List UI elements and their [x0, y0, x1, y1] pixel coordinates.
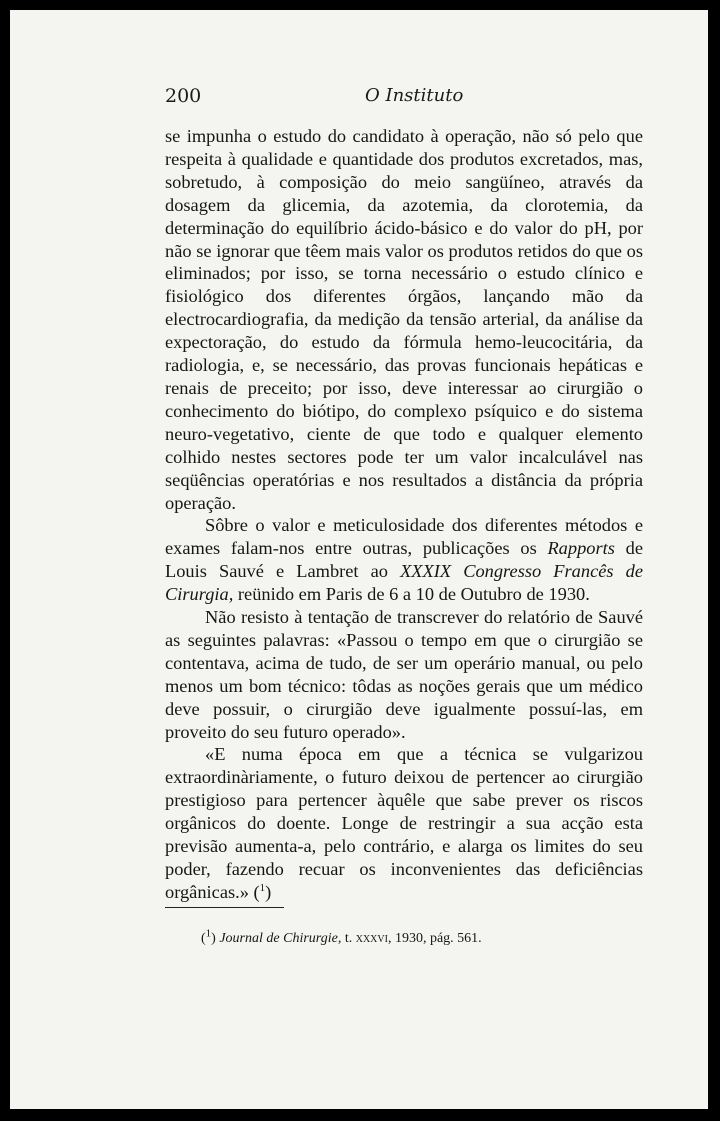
paragraph-2-text-a: Sôbre o valor e meticulosidade dos diferentes métodos e exames falam-nos entre outras, publicações os	[165, 515, 643, 559]
page-header	[165, 85, 655, 111]
paragraph-2	[165, 514, 643, 606]
paragraph-4	[165, 743, 643, 903]
page-number: 200	[165, 85, 202, 107]
footnote-rest: , 1930, pág. 561.	[387, 931, 482, 946]
paragraph-2-text-c: reünido em Paris de 6 a 10 de Outubro de 1930.	[233, 584, 590, 605]
body-text	[165, 125, 643, 904]
running-title: O Instituto	[365, 85, 464, 106]
paragraph-4-text: «E numa época em que a técnica se vulgarizou extraordinàriamente, o futuro deixou de pertencer ao cirurgião prestigioso para pertencer àquêle que sabe prever os riscos orgânicos do doente. Longe de restringir a sua acção esta previsão aumenta-a, pelo contrário, e alarga os limites do seu poder, fazendo recuar os inconvenientes das deficiências orgânicas.» (	[165, 744, 643, 902]
footnote-reference: 1	[259, 881, 266, 894]
rapports-title: Rapports	[547, 538, 615, 559]
footnote-journal: Journal de Chirurgie,	[219, 931, 342, 946]
footnote-volume: xxxvi	[355, 931, 388, 946]
footnote-close-paren: )	[211, 931, 220, 946]
paragraph-4-close: )	[265, 881, 272, 902]
paragraph-1: se impunha o estudo do candidato à operação, não só pelo que respeita à qualidade e quantidade dos produtos excretados, mas, sobretudo, à composição do meio sangüíneo, através da dosagem da glicemia, da azotemia, da clorotemia, da determinação do equilíbrio ácido-básico e do valor do pH, por não se ignorar que têem mais valor os produtos retidos do que os eliminados; por isso, se torna necessário o estudo clínico e fisiológico dos diferentes órgãos, lançando mão da electrocardiografia, da medição da tensão arterial, da análise da expectoração, do estudo da fórmula hemo-leucocitária, da radiologia, e, se necessário, das provas funcionais hepáticas e renais de preceito; por isso, deve interessar ao cirurgião o conhecimento do biótipo, do complexo psíquico e do sistema neuro-vegetativo, ciente de que todo e qualquer elemento colhido nestes sectores pode ter um valor incalculável nas seqüências operatórias e nos resultados a distância da própria operação.	[165, 126, 643, 513]
congress-title: XXXIX Congresso Francês de Cirurgia,	[165, 561, 643, 605]
footnote-open-paren: (	[201, 931, 206, 946]
footnote-tome: t.	[341, 931, 356, 946]
paragraph-3: Não resisto à tentação de transcrever do relatório de Sauvé as seguintes palavras: «Passou o tempo em que o cirurgião se contentava, acima de tudo, de ser um operário manual, ou pelo menos um bom técnico: tôdas as noções gerais que um médico deve possuir, o cirurgião deve igualmente possuí-las, em proveito do seu futuro operado».	[165, 607, 643, 742]
book-page	[10, 10, 708, 1109]
footnote-divider	[165, 907, 284, 908]
footnote	[201, 927, 641, 948]
paragraph-2-text-b: de Louis Sauvé e Lambret ao	[165, 538, 643, 582]
footnote-number: 1	[205, 927, 212, 940]
